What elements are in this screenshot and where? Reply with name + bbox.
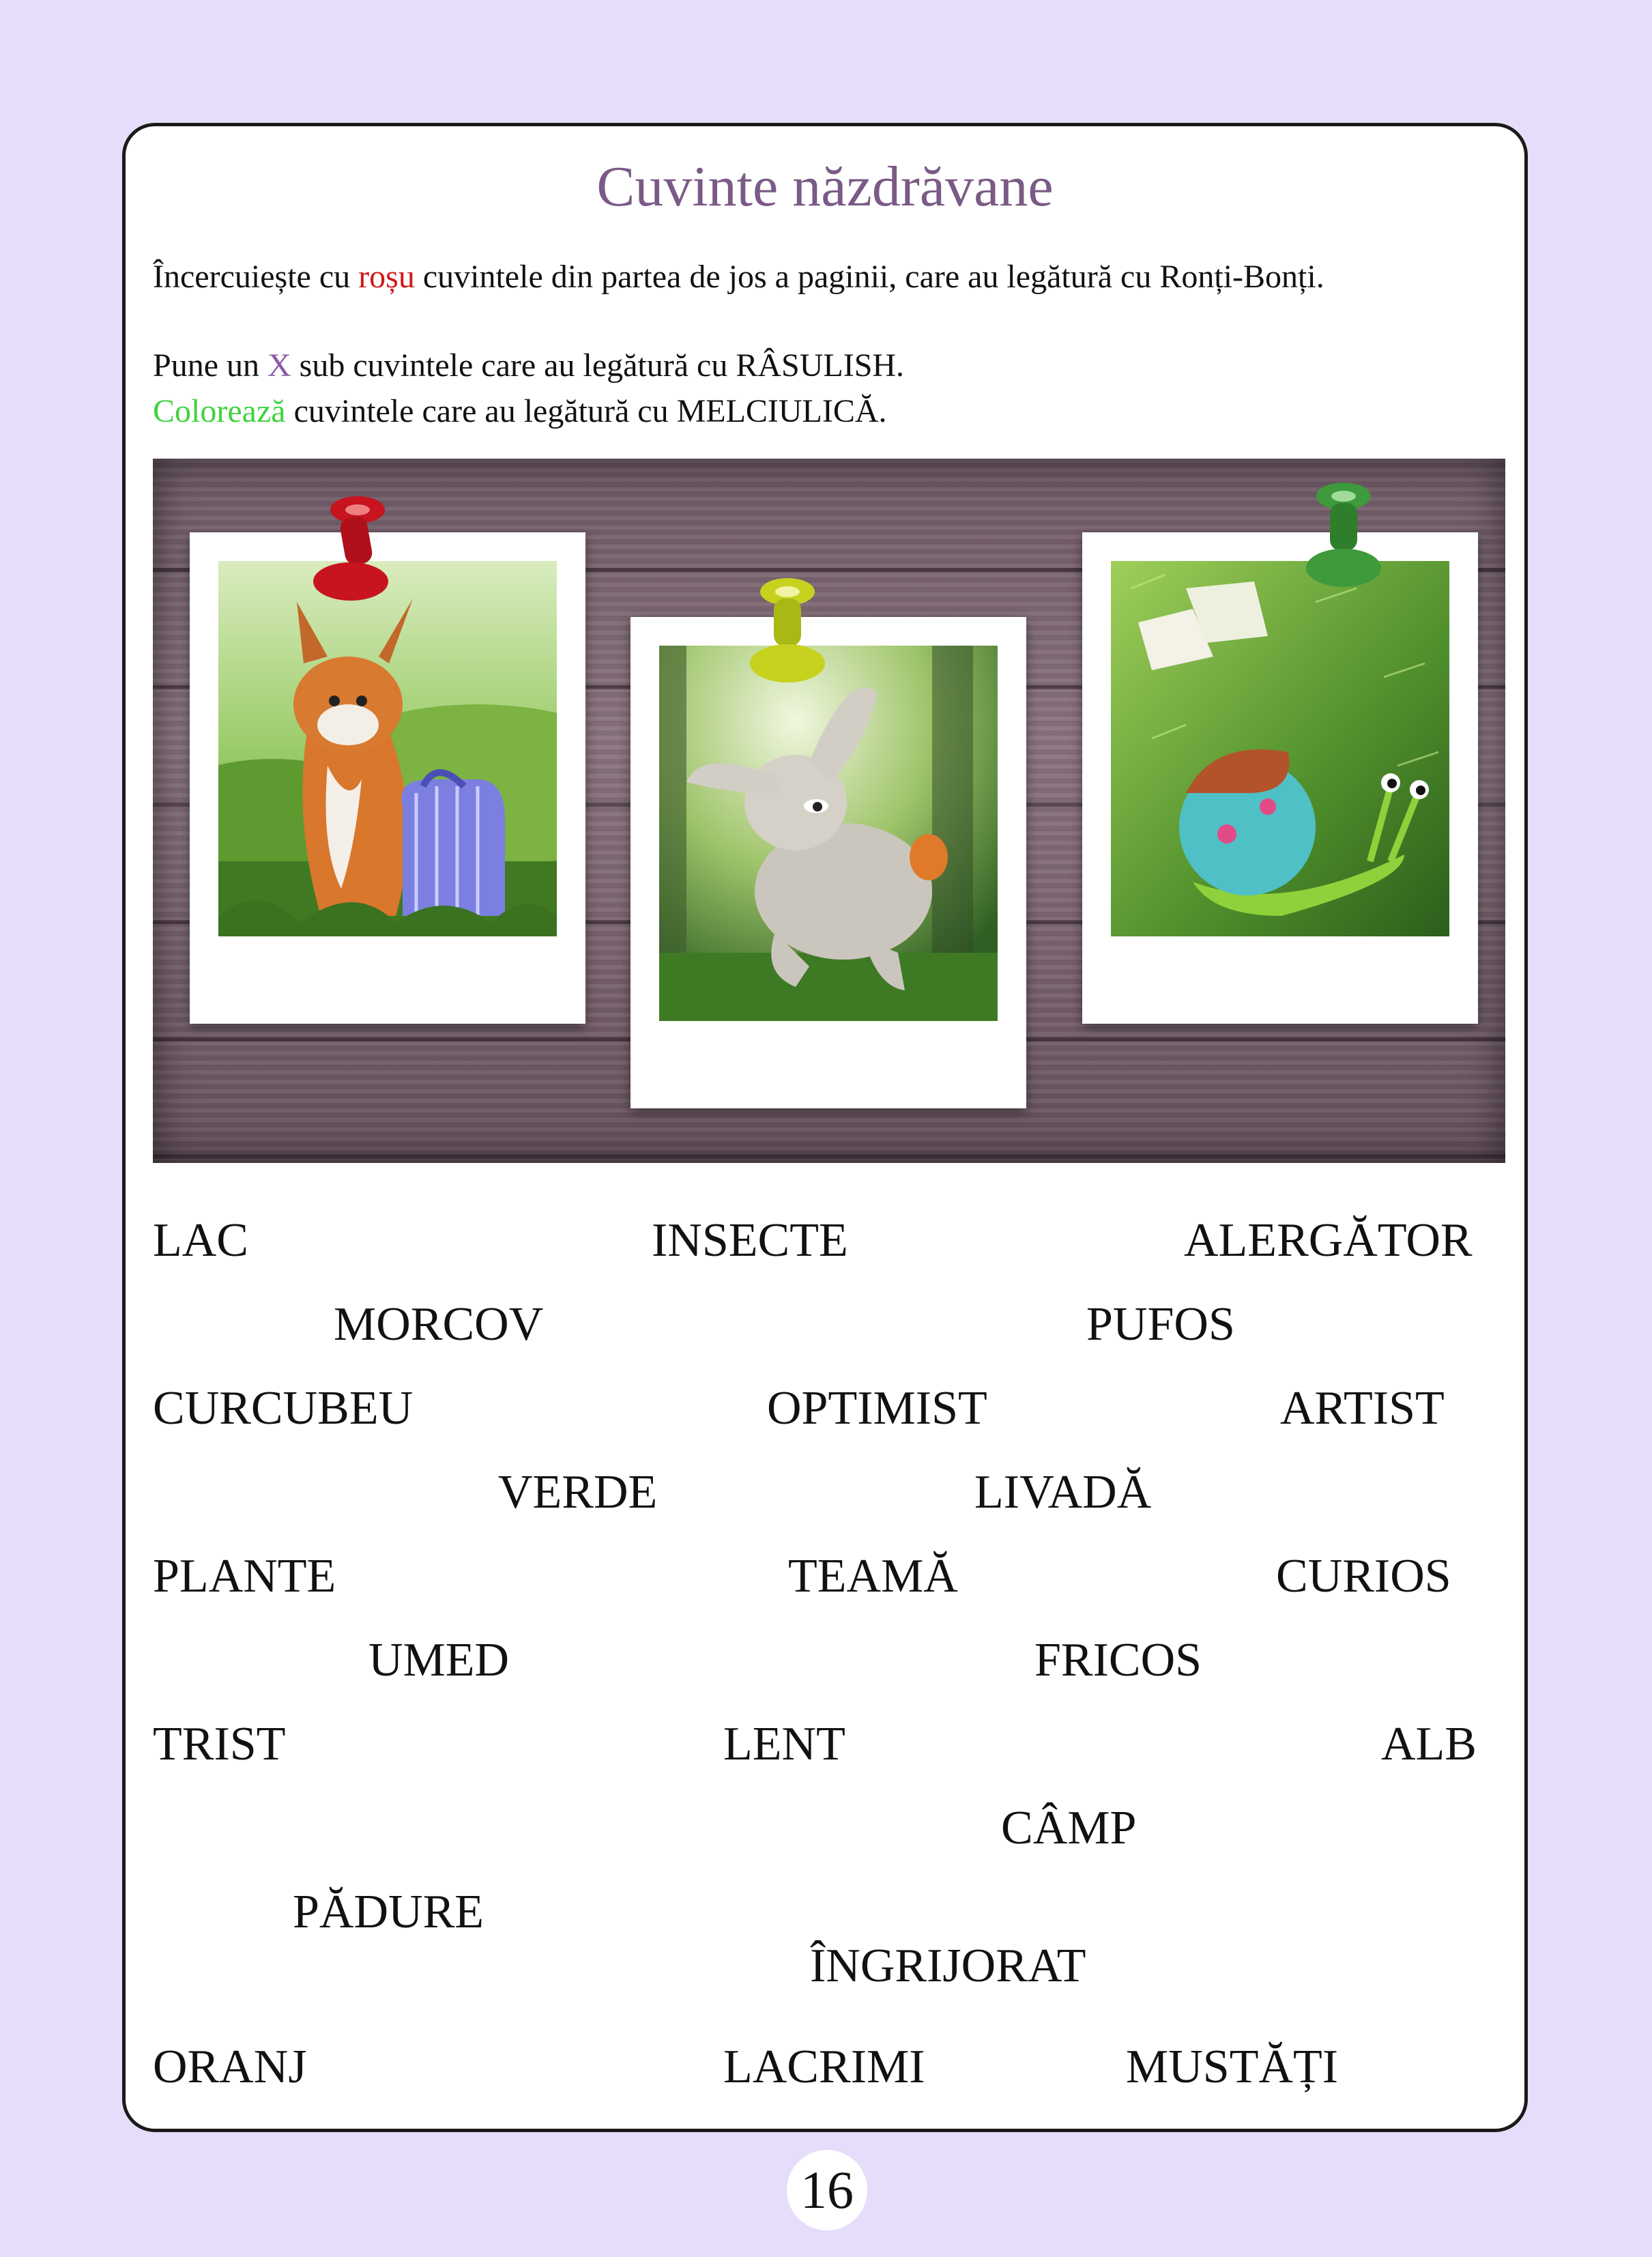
instruction-text: cuvintele care au legătură cu MELCIULICĂ.	[285, 393, 887, 429]
word-curcubeu[interactable]: CURCUBEU	[153, 1382, 414, 1435]
photo-board	[153, 459, 1505, 1163]
instruction-text: Încercuiește cu	[153, 259, 359, 295]
word-ingrijorat[interactable]: ÎNGRIJORAT	[810, 1940, 1086, 1992]
word-trist[interactable]: TRIST	[153, 1718, 286, 1770]
word-alergator[interactable]: ALERGĂTOR	[1184, 1214, 1473, 1267]
green-color-word: Colorează	[153, 393, 286, 429]
page-number: 16	[787, 2150, 867, 2230]
word-verde[interactable]: VERDE	[498, 1466, 658, 1519]
word-pufos[interactable]: PUFOS	[1086, 1298, 1235, 1351]
word-lent[interactable]: LENT	[723, 1718, 845, 1770]
worksheet-card	[122, 123, 1528, 2132]
green-pushpin-icon	[1299, 472, 1395, 605]
word-artist[interactable]: ARTIST	[1280, 1382, 1445, 1435]
word-camp[interactable]: CÂMP	[1001, 1802, 1137, 1854]
instruction-mark-x	[153, 345, 1490, 387]
word-oranj[interactable]: ORANJ	[153, 2041, 307, 2093]
word-lacrimi[interactable]: LACRIMI	[723, 2041, 925, 2093]
bunny-illustration	[659, 646, 998, 1021]
red-pushpin-icon	[303, 486, 398, 619]
word-lac[interactable]: LAC	[153, 1214, 248, 1267]
instruction-circle-red	[153, 256, 1490, 298]
red-color-word: roșu	[358, 259, 415, 295]
x-mark: X	[267, 347, 291, 384]
instruction-text: sub cuvintele care au legătură cu RÂSULISH.	[291, 347, 905, 384]
instruction-color-green	[153, 390, 1490, 433]
yellow-pushpin-icon	[740, 568, 835, 701]
word-morcov[interactable]: MORCOV	[334, 1298, 544, 1351]
instruction-text: cuvintele din partea de jos a paginii, care au legătură cu Ronți-Bonți.	[414, 259, 1324, 295]
word-insecte[interactable]: INSECTE	[652, 1214, 848, 1267]
word-mustati[interactable]: MUSTĂȚI	[1126, 2041, 1339, 2093]
polaroid-snail	[1082, 532, 1478, 1024]
word-padure[interactable]: PĂDURE	[293, 1886, 484, 1938]
word-curios[interactable]: CURIOS	[1276, 1550, 1451, 1602]
word-alb[interactable]: ALB	[1381, 1718, 1477, 1770]
instruction-text: Pune un	[153, 347, 267, 384]
page-title: Cuvinte năzdrăvane	[596, 155, 1054, 218]
word-teama[interactable]: TEAMĂ	[788, 1550, 958, 1602]
snail-illustration	[1111, 561, 1449, 936]
word-umed[interactable]: UMED	[368, 1634, 510, 1686]
word-plante[interactable]: PLANTE	[153, 1550, 336, 1602]
word-fricos[interactable]: FRICOS	[1034, 1634, 1202, 1686]
word-optimist[interactable]: OPTIMIST	[767, 1382, 987, 1435]
word-livada[interactable]: LIVADĂ	[974, 1466, 1152, 1519]
